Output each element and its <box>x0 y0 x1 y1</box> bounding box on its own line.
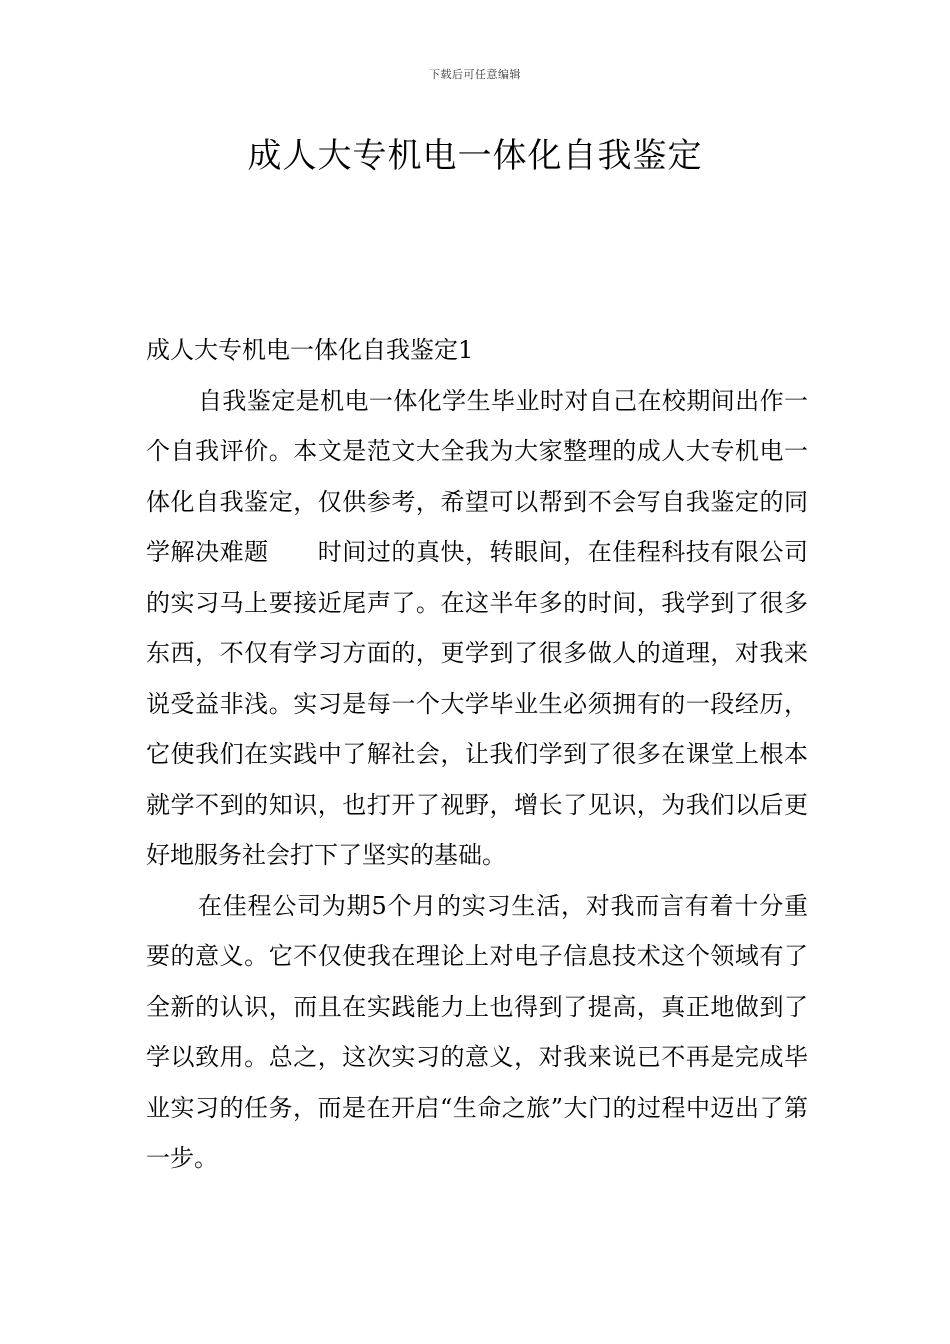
section-heading: 成人大专机电一体化自我鉴定1 <box>146 336 474 364</box>
body-paragraph-2: 在佳程公司为期5个月的实习生活，对我而言有着十分重要的意义。它不仅使我在理论上对电子信息技术这个领域有了全新的认识，而且在实践能力上也得到了提高，真正地做到了学以致用。总之，这次实习的意义，对我来说已不再是完成毕业实习的任务，而是在开启“生命之旅”大门的过程中迈出了第一步。 <box>146 891 808 1172</box>
header-note: 下载后可任意编辑 <box>429 68 521 81</box>
document-body <box>146 325 808 1184</box>
document-title: 成人大专机电一体化自我鉴定 <box>247 136 703 176</box>
body-paragraph-1: 自我鉴定是机电一体化学生毕业时对自己在校期间出作一个自我评价。本文是范文大全我为大家整理的成人大专机电一体化自我鉴定，仅供参考，希望可以帮到不会写自我鉴定的同学解决难题 时间过的真快，转眼间，在佳程科技有限公司的实习马上要接近尾声了。在这半年多的时间，我学到了很多东西，不仅有学习方面的，更学到了很多做人的道理，对我来说受益非浅。实习是每一个大学毕业生必须拥有的一段经历，它使我们在实践中了解社会，让我们学到了很多在课堂上根本就学不到的知识，也打开了视野，增长了见识，为我们以后更好地服务社会打下了坚实的基础。 <box>146 386 808 869</box>
